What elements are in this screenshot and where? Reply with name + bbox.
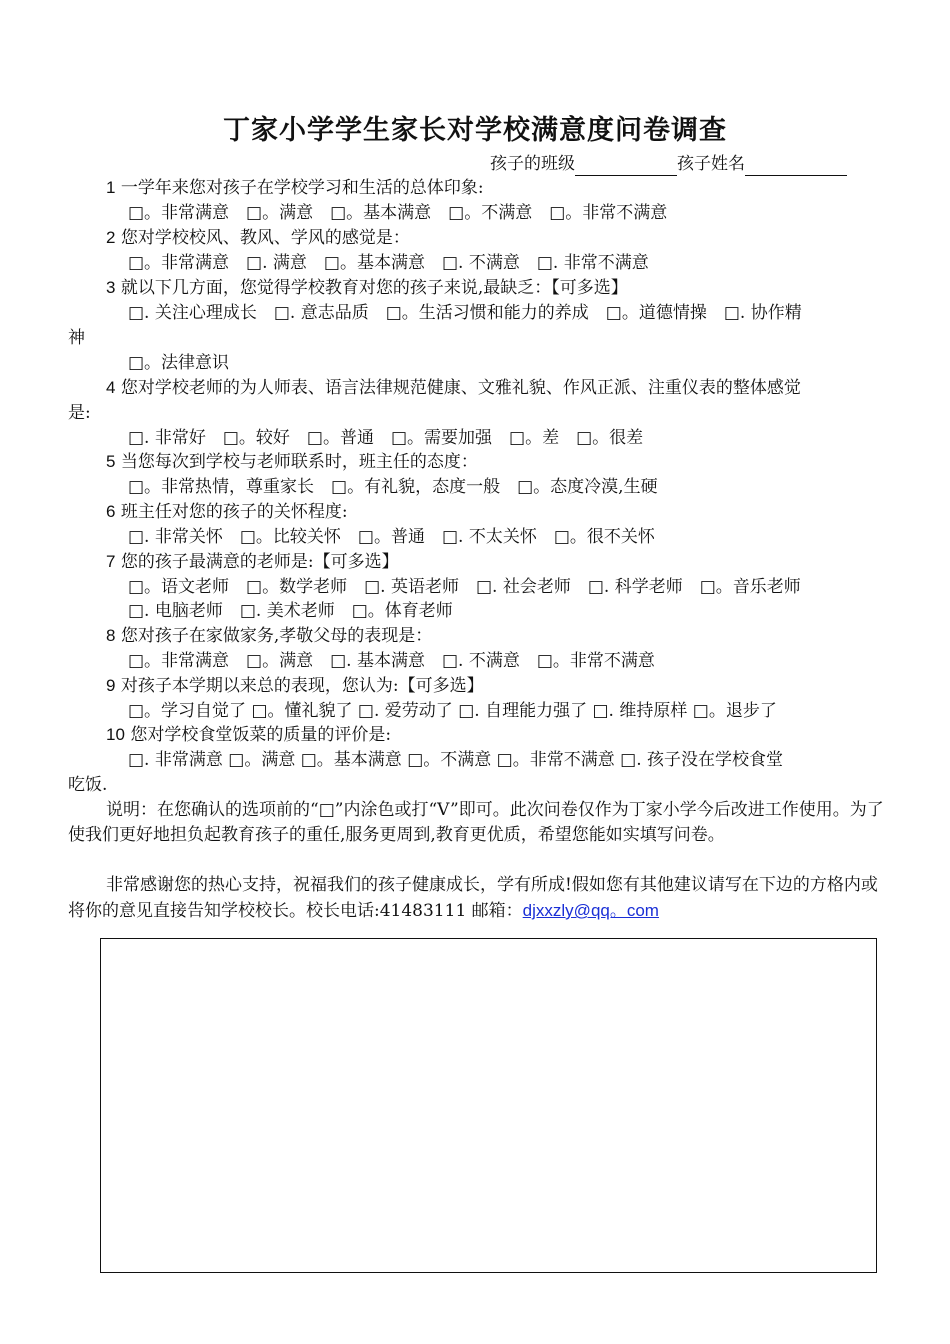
- question-8: 8 您对孩子在家做家务,孝敬父母的表现是：: [106, 626, 433, 646]
- email-link[interactable]: djxxzly@qq。com: [522, 901, 659, 920]
- question-3: 3 就以下几方面，您觉得学校教育对您的孩子来说,最缺乏：【可多选】: [106, 278, 628, 298]
- question-1-options[interactable]: □。非常满意 □。满意 □。基本满意 □。不满意 □。非常不满意: [128, 203, 668, 223]
- question-9: 9 对孩子本学期以来总的表现，您认为:【可多选】: [106, 676, 484, 696]
- instruction-note: 说明：在您确认的选项前的“□”内涂色或打“V”即可。此次问卷仅作为丁家小学今后改进工作使用。为了使我们更好地担负起教育孩子的重任,服务更周到,教育更优质，希望您能如实填写问卷。: [68, 800, 884, 845]
- question-3-options-2[interactable]: □。法律意识: [128, 353, 230, 373]
- suggestion-box[interactable]: [100, 938, 877, 1273]
- question-7-options-2[interactable]: □. 电脑老师 □. 美术老师 □。体育老师: [128, 601, 453, 621]
- question-6: 6 班主任对您的孩子的关怀程度:: [106, 502, 348, 522]
- question-5: 5 当您每次到学校与老师联系时，班主任的态度：: [106, 452, 478, 472]
- question-5-options[interactable]: □。非常热情，尊重家长 □。有礼貌，态度一般 □。态度冷漠,生硬: [128, 477, 658, 497]
- question-4: 4 您对学校老师的为人师表、语言法律规范健康、文雅礼貌、作风正派、注重仪表的整体感觉: [106, 378, 801, 398]
- question-1: 1 一学年来您对孩子在学校学习和生活的总体印象:: [106, 178, 484, 198]
- question-6-options[interactable]: □. 非常关怀 □。比较关怀 □。普通 □. 不太关怀 □。很不关怀: [128, 527, 655, 547]
- class-blank[interactable]: [575, 157, 677, 176]
- question-7-options[interactable]: □。语文老师 □。数学老师 □. 英语老师 □. 社会老师 □. 科学老师 □。音乐老师: [128, 577, 801, 597]
- question-9-options[interactable]: □。学习自觉了 □。懂礼貌了 □. 爱劳动了 □. 自理能力强了 □. 维持原样 □。退步了: [128, 701, 777, 721]
- question-8-options[interactable]: □。非常满意 □。满意 □. 基本满意 □. 不满意 □。非常不满意: [128, 651, 655, 671]
- question-7: 7 您的孩子最满意的老师是:【可多选】: [106, 552, 399, 572]
- question-2: 2 您对学校校风、教风、学风的感觉是：: [106, 228, 410, 248]
- thanks-paragraph: [68, 873, 886, 924]
- name-label: 孩子姓名: [677, 154, 745, 174]
- question-4-wrap: 是:: [68, 403, 91, 423]
- class-label: 孩子的班级: [490, 154, 575, 174]
- question-3-options[interactable]: □. 关注心理成长 □. 意志品质 □。生活习惯和能力的养成 □。道德情操 □. 协作精: [128, 303, 802, 323]
- question-10: 10 您对学校食堂饭菜的质量的评价是:: [106, 725, 392, 745]
- question-10-wrap: 吃饭.: [68, 775, 108, 795]
- student-info-line: [490, 152, 847, 176]
- thanks-text: 非常感谢您的热心支持，祝福我们的孩子健康成长，学有所成!假如您有其他建议请写在下边的方格内或将你的意见直接告知学校校长。校长电话:41483111 邮箱：: [68, 875, 878, 921]
- question-4-options[interactable]: □. 非常好 □。较好 □。普通 □。需要加强 □。差 □。很差: [128, 428, 644, 448]
- name-blank[interactable]: [745, 157, 847, 176]
- page-title: 丁家小学学生家长对学校满意度问卷调查: [223, 115, 727, 146]
- question-3-options-wrap: 神: [68, 328, 85, 348]
- question-2-options[interactable]: □。非常满意 □. 满意 □。基本满意 □. 不满意 □. 非常不满意: [128, 253, 649, 273]
- question-10-options[interactable]: □. 非常满意 □。满意 □。基本满意 □。不满意 □。非常不满意 □. 孩子没在学校食堂: [128, 750, 784, 770]
